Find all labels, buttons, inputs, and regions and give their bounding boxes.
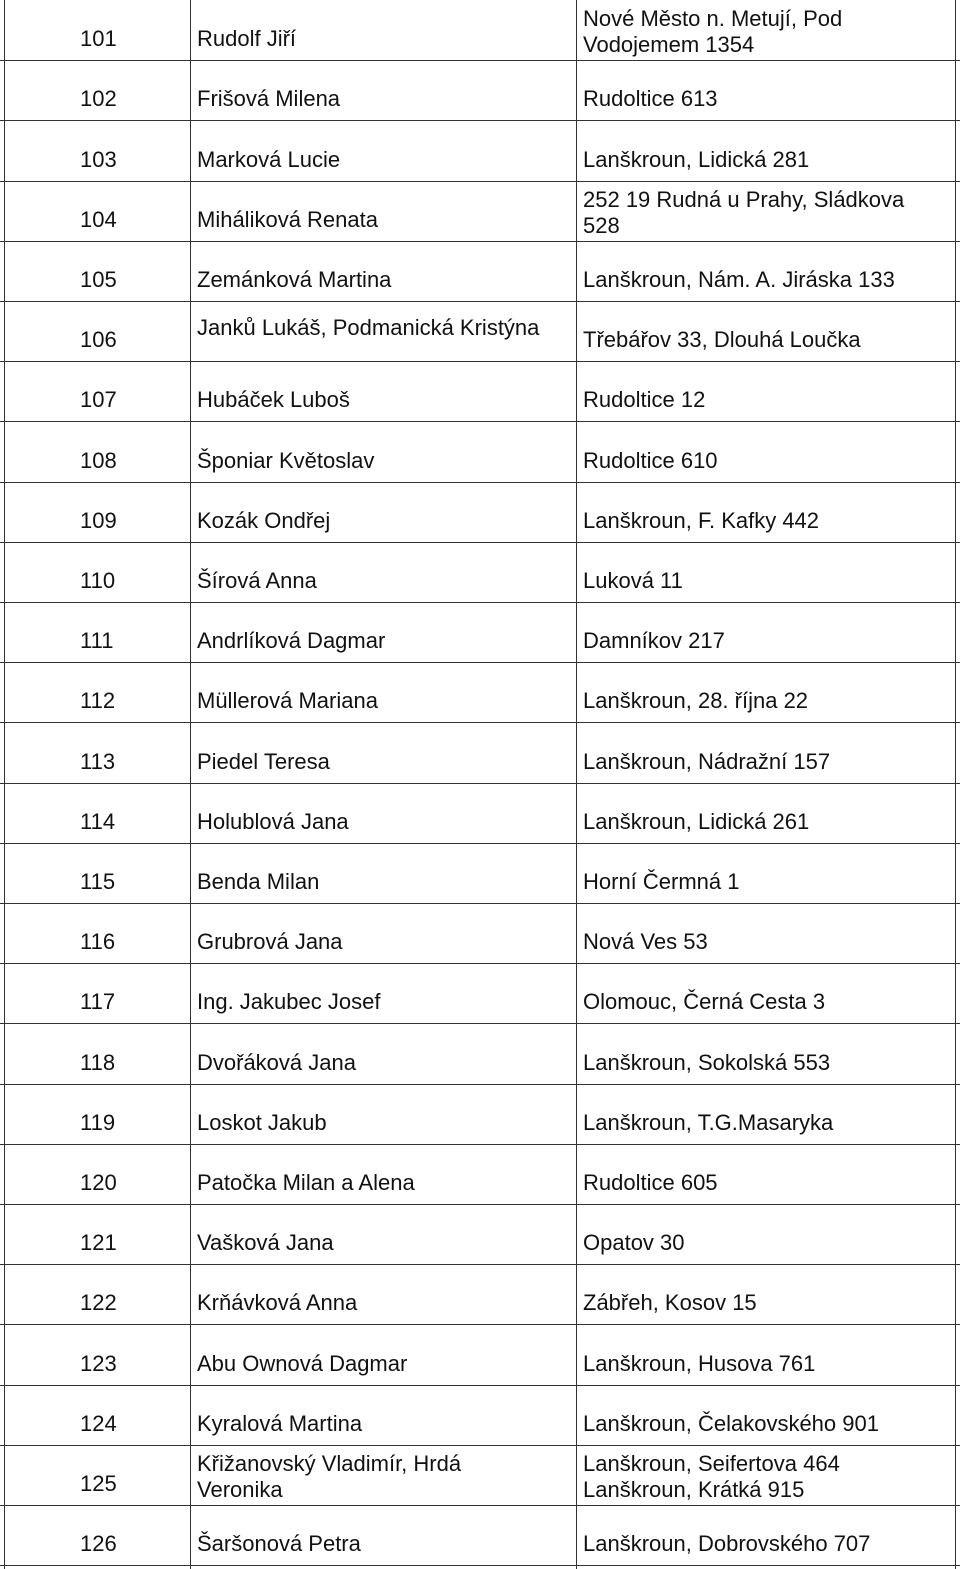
table-row — [0, 301, 960, 361]
row-number: 103 — [80, 146, 117, 172]
row-address: 252 19 Rudná u Prahy, Sládkova 528 — [583, 186, 905, 238]
row-name: Ing. Jakubec Josef — [197, 989, 381, 1015]
table-row — [0, 1204, 960, 1264]
table-row — [0, 1385, 960, 1445]
row-number: 116 — [80, 929, 116, 955]
row-number: 118 — [80, 1049, 116, 1075]
row-number: 123 — [80, 1350, 117, 1376]
row-name: Hubáček Luboš — [197, 387, 350, 413]
table-row — [0, 602, 960, 662]
row-name: Dvořáková Jana — [197, 1049, 356, 1075]
table-row — [0, 1264, 960, 1324]
table-row — [0, 482, 960, 542]
row-address: Rudoltice 613 — [583, 86, 718, 112]
row-address: Zábřeh, Kosov 15 — [583, 1290, 757, 1316]
row-number: 108 — [80, 447, 117, 473]
row-name: Krňávková Anna — [197, 1290, 358, 1316]
row-address: Lanškroun, Lidická 261 — [583, 808, 810, 834]
table-row — [0, 1505, 960, 1565]
row-number: 125 — [80, 1470, 117, 1496]
row-address: Horní Čermná 1 — [583, 868, 740, 894]
table-row — [0, 1023, 960, 1083]
row-name: Kyralová Martina — [197, 1410, 363, 1436]
row-name: Holublová Jana — [197, 808, 349, 834]
row-address: Lanškroun, Dobrovského 707 — [583, 1531, 871, 1557]
table-row — [0, 0, 960, 60]
row-name: Abu Ownová Dagmar — [197, 1350, 408, 1376]
row-name: Šaršonová Petra — [197, 1531, 361, 1557]
row-address: Lanškroun, Lidická 281 — [583, 146, 810, 172]
row-address: Lanškroun, Sokolská 553 — [583, 1049, 831, 1075]
row-address: Lanškroun, Husova 761 — [583, 1350, 816, 1376]
row-address: Lanškroun, Čelakovského 901 — [583, 1410, 879, 1436]
table-row — [0, 1324, 960, 1384]
row-address: Rudoltice 610 — [583, 447, 718, 473]
row-number: 126 — [80, 1531, 117, 1557]
row-number: 111 — [80, 628, 114, 654]
row-address: Lanškroun, 28. října 22 — [583, 688, 809, 714]
row-address: Opatov 30 — [583, 1230, 685, 1256]
table-row — [0, 1084, 960, 1144]
row-address: Nové Město n. Metují, Pod Vodojemem 1354 — [583, 6, 843, 57]
row-address: Nová Ves 53 — [583, 929, 708, 955]
table-row — [0, 963, 960, 1023]
row-number: 113 — [80, 748, 116, 774]
row-address: Třebářov 33, Dlouhá Loučka — [583, 327, 861, 353]
row-address: Damníkov 217 — [583, 628, 725, 654]
row-number: 105 — [80, 266, 117, 292]
row-name: Grubrová Jana — [197, 929, 343, 955]
row-number: 107 — [80, 387, 117, 413]
table-row — [0, 181, 960, 241]
row-name: Frišová Milena — [197, 86, 341, 112]
table-row — [0, 903, 960, 963]
row-name: Šírová Anna — [197, 567, 317, 593]
row-number: 112 — [80, 688, 116, 714]
row-name: Vašková Jana — [197, 1230, 334, 1256]
row-address: Lanškroun, Nám. A. Jiráska 133 — [583, 266, 895, 292]
table-row — [0, 542, 960, 602]
row-name: Šponiar Květoslav — [197, 447, 375, 473]
row-name: Křižanovský Vladimír, Hrdá Veronika — [197, 1450, 462, 1502]
row-address: Rudoltice 605 — [583, 1169, 718, 1195]
table-row — [0, 60, 960, 120]
row-number: 122 — [80, 1290, 117, 1316]
row-name: Rudolf Jiří — [197, 26, 297, 52]
row-number: 124 — [80, 1410, 117, 1436]
table-row — [0, 1144, 960, 1204]
row-number: 104 — [80, 206, 117, 232]
row-name: Miháliková Renata — [197, 206, 378, 232]
row-name: Janků Lukáš, Podmanická Kristýna — [197, 315, 540, 340]
table-row — [0, 722, 960, 782]
table-row — [0, 843, 960, 903]
row-address: Lanškroun, Nádražní 157 — [583, 748, 831, 774]
table-row — [0, 241, 960, 301]
row-name: Andrlíková Dagmar — [197, 628, 386, 654]
row-address: Olomouc, Černá Cesta 3 — [583, 989, 826, 1015]
table-row — [0, 421, 960, 481]
row-number: 117 — [80, 989, 116, 1015]
row-name: Kozák Ondřej — [197, 507, 331, 533]
row-number: 106 — [80, 327, 117, 353]
table-row — [0, 361, 960, 421]
row-number: 121 — [80, 1230, 117, 1256]
table-row — [0, 662, 960, 722]
row-number: 114 — [80, 808, 116, 834]
row-address: Lanškroun, F. Kafky 442 — [583, 507, 820, 533]
row-name: Patočka Milan a Alena — [197, 1169, 415, 1195]
row-number: 120 — [80, 1169, 117, 1195]
row-address: Rudoltice 12 — [583, 387, 706, 413]
row-name: Piedel Teresa — [197, 748, 330, 774]
table-row-border — [0, 1565, 960, 1566]
row-address: Luková 11 — [583, 567, 683, 593]
row-number: 115 — [80, 868, 116, 894]
table-row — [0, 120, 960, 180]
row-address: Lanškroun, Seifertova 464 Lanškroun, Krátká 915 — [583, 1450, 840, 1502]
row-name: Zemánková Martina — [197, 266, 392, 292]
row-number: 101 — [80, 26, 117, 52]
row-number: 119 — [80, 1109, 116, 1135]
table-row — [0, 1445, 960, 1505]
row-name: Loskot Jakub — [197, 1109, 327, 1135]
row-name: Marková Lucie — [197, 146, 341, 172]
row-number: 109 — [80, 507, 117, 533]
row-address: Lanškroun, T.G.Masaryka — [583, 1109, 834, 1135]
row-name: Müllerová Mariana — [197, 688, 378, 714]
row-number: 110 — [80, 567, 116, 593]
table-row — [0, 783, 960, 843]
row-name: Benda Milan — [197, 868, 320, 894]
row-number: 102 — [80, 86, 117, 112]
